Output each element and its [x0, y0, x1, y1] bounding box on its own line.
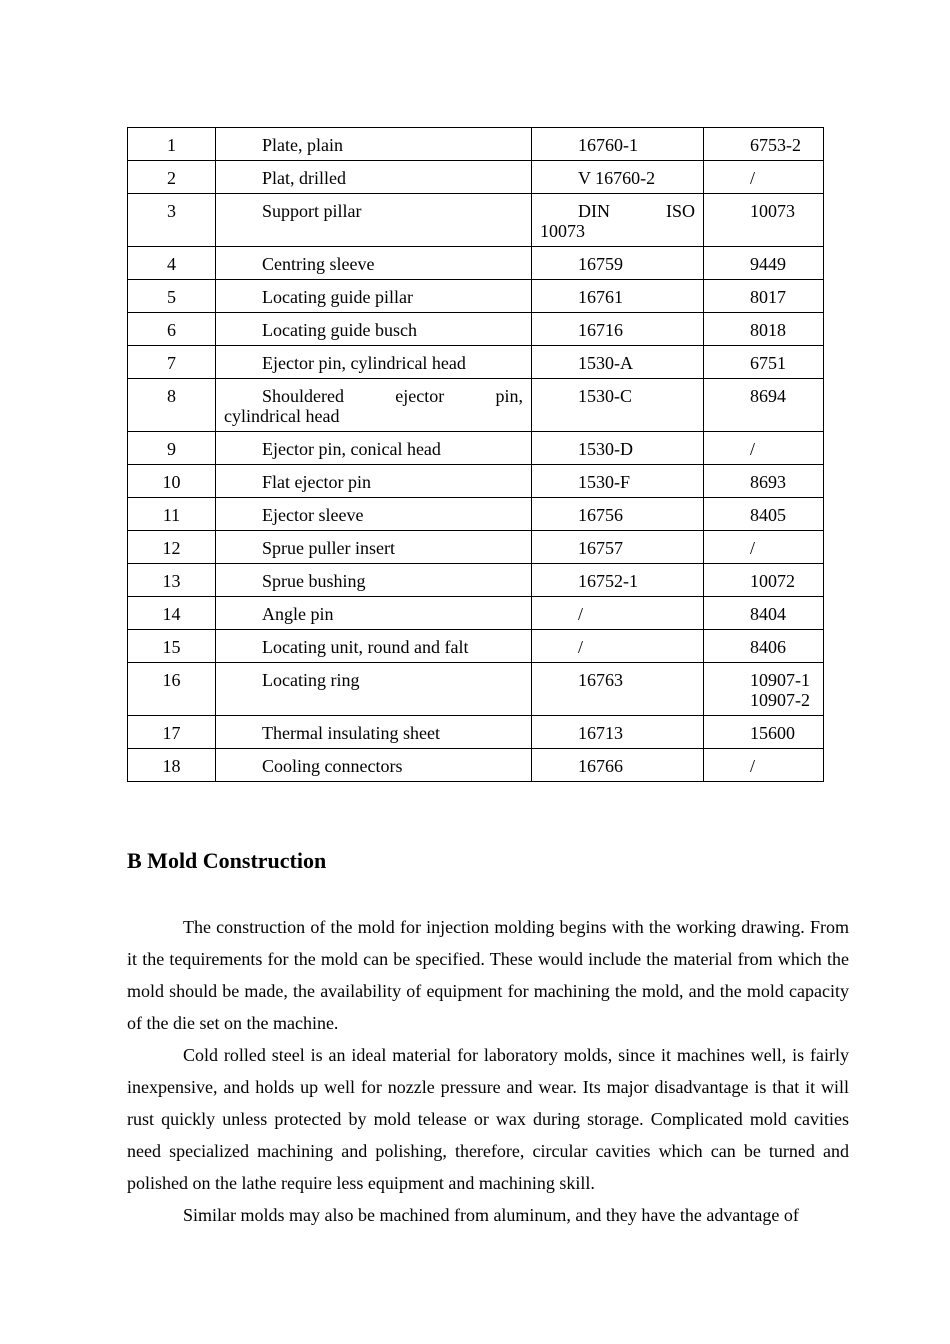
iso-standard: 6751 [704, 346, 824, 379]
iso-standard: / [704, 531, 824, 564]
part-name: Plat, drilled [216, 161, 532, 194]
din-standard: 16757 [532, 531, 704, 564]
table-row [128, 313, 824, 346]
part-name: Sprue puller insert [216, 531, 532, 564]
din-standard: 16752-1 [532, 564, 704, 597]
row-number: 16 [128, 663, 216, 716]
iso-standard: / [704, 161, 824, 194]
din-standard-part: ISO [665, 201, 695, 221]
row-number: 8 [128, 379, 216, 432]
table-row [128, 531, 824, 564]
table-row [128, 346, 824, 379]
part-name: Locating unit, round and falt [216, 630, 532, 663]
part-name: Thermal insulating sheet [216, 716, 532, 749]
row-number: 15 [128, 630, 216, 663]
din-standard-part: DIN [578, 201, 610, 221]
table-row [128, 749, 824, 782]
table-row [128, 564, 824, 597]
din-standard [532, 194, 704, 247]
din-standard: / [532, 597, 704, 630]
table-row [128, 379, 824, 432]
din-standard: 1530-D [532, 432, 704, 465]
din-standard: 16716 [532, 313, 704, 346]
din-standard: 16759 [532, 247, 704, 280]
din-standard: 16760-1 [532, 128, 704, 161]
table-row [128, 716, 824, 749]
table-row [128, 280, 824, 313]
iso-standard: 9449 [704, 247, 824, 280]
iso-standard: 8693 [704, 465, 824, 498]
iso-standard: 15600 [704, 716, 824, 749]
paragraph: Similar molds may also be machined from aluminum, and they have the advantage of [183, 1205, 799, 1225]
row-number: 9 [128, 432, 216, 465]
paragraph: The construction of the mold for injection molding begins with the working drawing. From it the tequirements for the mold can be specified. These would include the material from which the mold should be made, the availability of equipment for machining the mold, and the mold capacity of the die set on the machine. [127, 917, 849, 1033]
table-row [128, 498, 824, 531]
row-number: 4 [128, 247, 216, 280]
table-row [128, 630, 824, 663]
din-standard: 1530-F [532, 465, 704, 498]
din-standard: 16713 [532, 716, 704, 749]
part-name: Locating guide pillar [216, 280, 532, 313]
iso-standard: / [704, 749, 824, 782]
iso-standard: 8017 [704, 280, 824, 313]
part-name-word: pin, [495, 386, 523, 406]
row-number: 17 [128, 716, 216, 749]
row-number: 10 [128, 465, 216, 498]
table-row [128, 663, 824, 716]
part-name: Support pillar [216, 194, 532, 247]
part-name: Locating ring [216, 663, 532, 716]
row-number: 3 [128, 194, 216, 247]
part-name: Ejector sleeve [216, 498, 532, 531]
paragraph: Cold rolled steel is an ideal material for laboratory molds, since it machines well, is fairly inexpensive, and holds up well for nozzle pressure and wear. Its major disadvantage is that it will rust quickly unless protected by mold telease or wax during storage. Complicated mold cavities need specialized machining and polishing, therefore, circular cavities which can be turned and polished on the lathe require less equipment and machining skill. [127, 1045, 849, 1193]
din-standard: 16756 [532, 498, 704, 531]
din-standard: 1530-A [532, 346, 704, 379]
row-number: 5 [128, 280, 216, 313]
din-standard: 16763 [532, 663, 704, 716]
din-standard: 1530-C [532, 379, 704, 432]
part-name: Angle pin [216, 597, 532, 630]
iso-standard: 10073 [704, 194, 824, 247]
part-name-word: Shouldered [262, 386, 344, 406]
part-name [216, 379, 532, 432]
iso-standard: 8405 [704, 498, 824, 531]
din-standard: V 16760-2 [532, 161, 704, 194]
part-name: Locating guide busch [216, 313, 532, 346]
table-row [128, 247, 824, 280]
part-name: Plate, plain [216, 128, 532, 161]
iso-standard: 6753-2 [704, 128, 824, 161]
part-name: Ejector pin, cylindrical head [216, 346, 532, 379]
part-name: Sprue bushing [216, 564, 532, 597]
row-number: 13 [128, 564, 216, 597]
part-name-line: cylindrical head [224, 406, 340, 426]
standards-table [127, 127, 824, 782]
part-name: Flat ejector pin [216, 465, 532, 498]
din-standard-part: 10073 [540, 221, 585, 241]
table-row [128, 128, 824, 161]
iso-standard: / [704, 432, 824, 465]
table-row [128, 465, 824, 498]
row-number: 6 [128, 313, 216, 346]
row-number: 12 [128, 531, 216, 564]
din-standard: 16766 [532, 749, 704, 782]
table-row [128, 161, 824, 194]
part-name-word: ejector [395, 386, 445, 406]
part-name: Cooling connectors [216, 749, 532, 782]
section-body [127, 911, 849, 1231]
din-standard: 16761 [532, 280, 704, 313]
row-number: 1 [128, 128, 216, 161]
section-heading: B Mold Construction [127, 848, 327, 873]
din-standard: / [532, 630, 704, 663]
table-row [128, 194, 824, 247]
part-name: Ejector pin, conical head [216, 432, 532, 465]
row-number: 7 [128, 346, 216, 379]
part-name: Centring sleeve [216, 247, 532, 280]
iso-standard: 8018 [704, 313, 824, 346]
iso-standard [704, 663, 824, 716]
row-number: 2 [128, 161, 216, 194]
iso-standard: 8406 [704, 630, 824, 663]
row-number: 11 [128, 498, 216, 531]
iso-standard-line: 10907-1 [750, 670, 810, 690]
iso-standard-line: 10907-2 [750, 690, 810, 710]
table-row [128, 597, 824, 630]
table-row [128, 432, 824, 465]
iso-standard: 10072 [704, 564, 824, 597]
row-number: 18 [128, 749, 216, 782]
iso-standard: 8694 [704, 379, 824, 432]
iso-standard: 8404 [704, 597, 824, 630]
row-number: 14 [128, 597, 216, 630]
